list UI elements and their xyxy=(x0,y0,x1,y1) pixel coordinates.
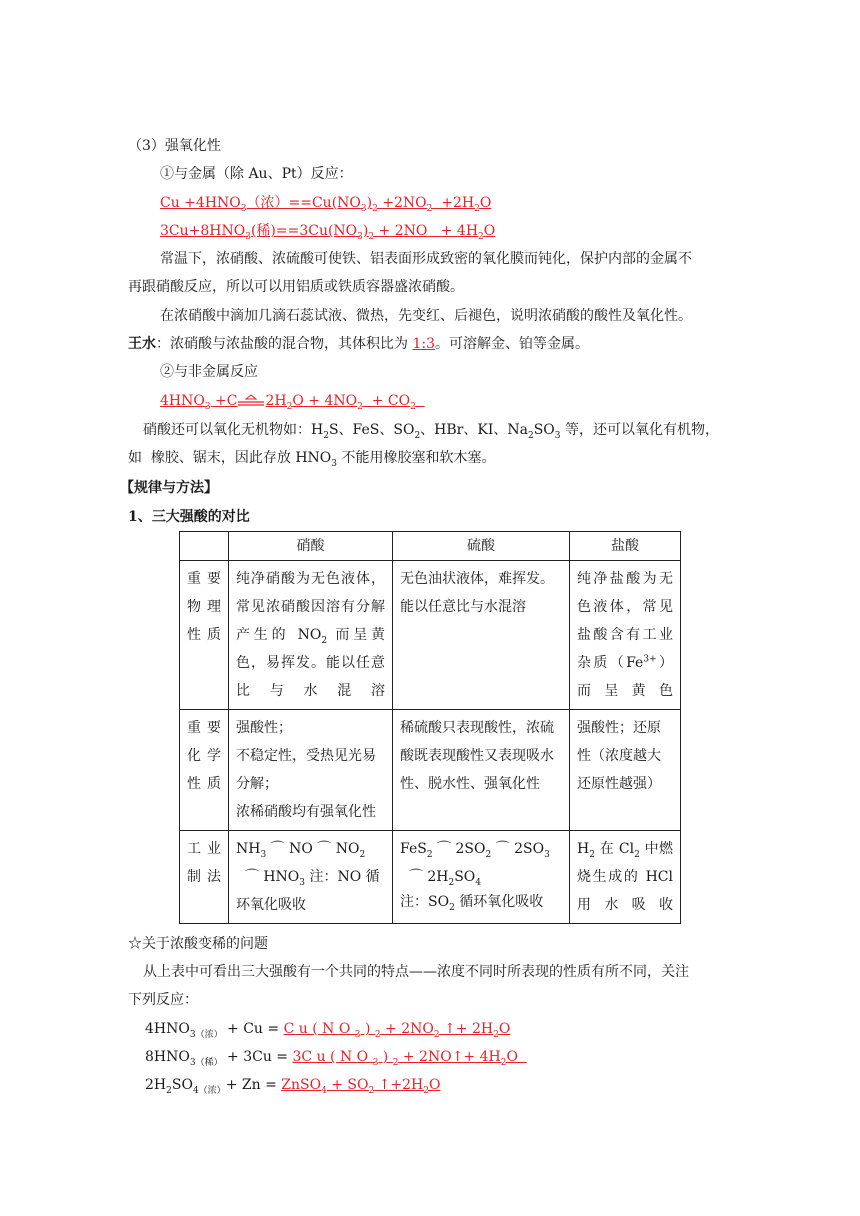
equation-c-hno3: $4HNO_3 +C$ $2H_2O + 4NO_2 + CO_2$ xyxy=(160,393,416,412)
table-header-cell: 盐酸 xyxy=(570,532,681,561)
table-header-cell xyxy=(180,532,229,561)
reaction-dilute-hno3-cu: $8HNO_{3(稀)} + 3Cu = 3C$ u ( N O $_3$ ) $_2$ + 2NO↑+ $4H_2O$ xyxy=(145,1049,518,1068)
subheading-nonmetals: ②与非金属反应 xyxy=(160,364,258,380)
table-cell: $NH_3$ ⌒ NO ⌒ $NO_2$ ⌒ $HNO_3$ 注：NO 循环氧化吸收 xyxy=(229,831,393,924)
paragraph-litmus: 在浓硝酸中滴加几滴石蕊试液、微热，先变红、后褪色，说明浓硝酸的酸性及氧化性。 xyxy=(160,308,692,324)
dilution-intro-2: 下列反应： xyxy=(128,992,198,1008)
row-label: 重要物理性质 xyxy=(180,561,229,710)
acid-comparison-table xyxy=(179,531,681,924)
section-heading: （3）强氧化性 xyxy=(128,138,221,154)
table-cell: $H_2$ 在 $Cl_2$ 中燃烧生成的 HCl 用水吸收 xyxy=(570,831,681,924)
dilution-intro-1: 从上表中可看出三大强酸有一个共同的特点——浓度不同时所表现的性质有所不同，关注 xyxy=(143,964,689,980)
paragraph-other-oxidation-2: 如 橡胶、锯末，因此存放 $HNO_3$ 不能用橡胶塞和软木塞。 xyxy=(128,450,496,469)
paragraph-passivation-2: 再跟硝酸反应，所以可以用铝质或铁质容器盛浓硝酸。 xyxy=(128,279,464,295)
volume-ratio: 1:3 xyxy=(412,336,435,352)
equation-cu-conc-hno3: $Cu +4HNO_3$（浓）$==Cu(NO_3)_2 +2NO_2 +2H_2O$ xyxy=(160,195,492,214)
paragraph-other-oxidation-1: 硝酸还可以氧化无机物如：$H_2S$、FeS、$SO_2$、HBr、KI、$Na_2SO_3$ 等，还可以氧化有机物， xyxy=(143,422,719,441)
row-label: 工业制法 xyxy=(180,831,229,924)
table-cell: 纯净硝酸为无色液体，常见浓硝酸因溶有分解产生的 $NO_2$ 而呈黄色，易挥发。能以任意比与水混溶 xyxy=(229,561,393,710)
aqua-regia-label: 王水 xyxy=(128,336,156,352)
paragraph-passivation-1: 常温下，浓硝酸、浓硫酸可使铁、铝表面形成致密的氧化膜而钝化，保护内部的金属不 xyxy=(160,251,692,267)
reaction-conc-h2so4-zn: $2H_2SO_{4(浓)}+ Zn$ = ZnSO$_4$ + $SO_2$ $↑+2H_2O$ xyxy=(145,1077,441,1096)
dilution-heading: ☆关于浓酸变稀的问题 xyxy=(128,936,268,952)
heat-equals-sign xyxy=(237,394,265,408)
paragraph-aqua-regia: 王水：浓硝酸与浓盐酸的混合物，其体积比为 1:3。可溶解金、铂等金属。 xyxy=(128,336,589,352)
table-cell: FeS$_2$ ⌒ $2SO_2$ ⌒ $2SO_3$ ⌒ $2H_2SO_4$ 注：$SO_2$ 循环氧化吸收 xyxy=(393,831,570,924)
table-row xyxy=(180,831,681,924)
table-header-row xyxy=(180,532,681,561)
rules-heading: 【规律与方法】 xyxy=(120,480,218,496)
table-row xyxy=(180,710,681,831)
table-cell: 无色油状液体，难挥发。能以任意比与水混溶 xyxy=(393,561,570,710)
subheading-metals: ①与金属（除 Au、Pt）反应： xyxy=(160,166,353,182)
row-label: 重要化学性质 xyxy=(180,710,229,831)
table-row xyxy=(180,561,681,710)
item-title: 1、三大强酸的对比 xyxy=(128,509,250,525)
reaction-conc-hno3-cu: $4HNO_{3(浓)} + Cu = C$ u ( N O $_3$ ) $_2 + 2NO_2$ ↑+ $2H_2O$ xyxy=(145,1021,511,1040)
table-cell: 纯净盐酸为无色液体，常见盐酸含有工业杂质$(Fe^{3+})$而呈黄色 xyxy=(570,561,681,710)
table-cell: 稀硫酸只表现酸性，浓硫酸既表现酸性又表现吸水性、脱水性、强氧化性 xyxy=(393,710,570,831)
table-cell: 强酸性； 不稳定性，受热见光易分解； 浓稀硝酸均有强氧化性 xyxy=(229,710,393,831)
table-cell: 强酸性；还原性（浓度越大还原性越强） xyxy=(570,710,681,831)
table-header-cell: 硝酸 xyxy=(229,532,393,561)
equation-cu-dilute-hno3: $3Cu+8HNO_3$(稀)$==3Cu(NO_3)_2 + 2NO + 4H_2O$ xyxy=(160,223,496,242)
table-header-cell: 硫酸 xyxy=(393,532,570,561)
